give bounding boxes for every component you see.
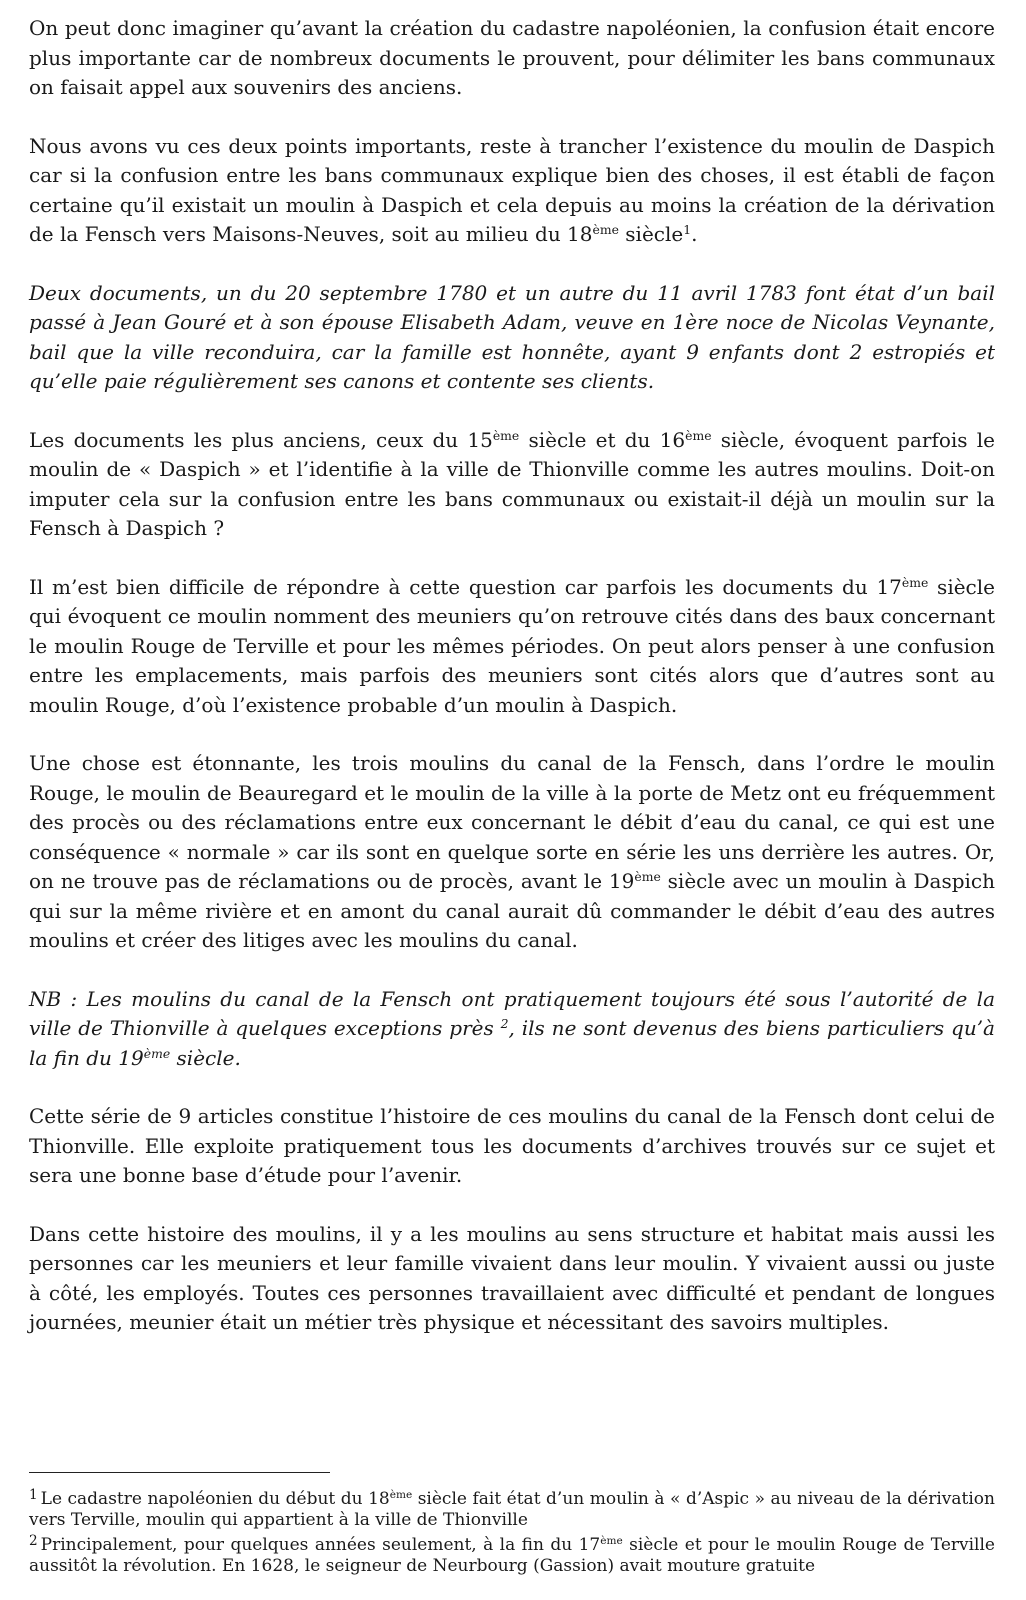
text-run: Les documents les plus anciens, ceux du 15 <box>29 427 493 452</box>
text-run: siècle qui évoquent ce moulin nomment des meuniers qu’on retrouve cités dans des baux concernant le moulin Rouge de Terville et pour les mêmes périodes. On peut alors penser à une confusion entre les emplacements, mais parfois des meuniers sont cités alors que d’autres sont au moulin Rouge, d’où l’existence probable d’un moulin à Daspich. <box>29 574 995 717</box>
text-run: Cette série de 9 articles constitue l’histoire de ces moulins du canal de la Fensch dont celui de Thionville. Elle exploite pratiquement tous les documents d’archives trouvés sur ce sujet et sera une bonne base d’étude pour l’avenir. <box>29 1104 995 1187</box>
text-run: Deux documents, un du 20 septembre 1780 et un autre du 11 avril 1783 font état d’un bail passé à Jean Gouré et à son épouse Elisabeth Adam, veuve en 1ère noce de Nicolas Veynante, bail que la ville reconduira, car la famille est honnête, ayant 9 enfants dont 2 estropiés et qu’elle paie régulièrement ses canons et contente ses clients. <box>29 280 995 393</box>
text-run: siècle et pour le moulin Rouge de Terville aussitôt la révolution. En 1628, le seigneur de Neurbourg (Gassion) avait mouture gratuite <box>29 1535 995 1576</box>
paragraph <box>29 749 995 956</box>
footnote-number: 2 <box>29 1533 38 1550</box>
superscript: ème <box>600 1535 623 1548</box>
text-run: siècle <box>618 222 684 246</box>
text-run: . <box>691 222 698 246</box>
paragraph <box>29 1220 995 1338</box>
footnote-number: 1 <box>29 1487 38 1504</box>
text-run: Le cadastre napoléonien du début du 18 <box>40 1489 390 1509</box>
superscript: ème <box>143 1045 171 1061</box>
text-run: siècle avec un moulin à Daspich qui sur la même rivière et en amont du canal aurait dû commander le débit d’eau des autres moulins et créer des litiges avec les moulins du canal. <box>29 869 995 952</box>
text-run: Dans cette histoire des moulins, il y a les moulins au sens structure et habitat mais aussi les personnes car les meuniers et leur famille vivaient dans leur moulin. Y vivaient aussi ou juste à côté, les employés. Toutes ces personnes travaillaient avec difficulté et pendant de longues journées, meunier était un métier très physique et nécessitant des savoirs multiples. <box>29 1221 995 1334</box>
paragraph <box>29 279 995 397</box>
document-body <box>29 14 995 1367</box>
paragraph <box>29 426 995 544</box>
text-run: , ils ne sont devenus des biens particuliers qu’à la fin du 19 <box>29 1016 995 1070</box>
superscript: 1 <box>683 222 692 238</box>
superscript: ème <box>592 222 619 238</box>
text-run: On peut donc imaginer qu’avant la création du cadastre napoléonien, la confusion était encore plus importante car de nombreux documents le prouvent, pour délimiter les bans communaux on faisait appel aux souvenirs des anciens. <box>29 16 995 99</box>
paragraph <box>29 1102 995 1191</box>
superscript: 2 <box>500 1016 509 1032</box>
footnotes <box>29 1489 995 1581</box>
paragraph <box>29 14 995 103</box>
text-run: siècle et du 16 <box>519 427 686 452</box>
superscript: ème <box>634 869 661 885</box>
text-run: Nous avons vu ces deux points importants, reste à trancher l’existence du moulin de Daspich car si la confusion entre les bans communaux explique bien des choses, il est établi de façon certaine qu’il existait un moulin à Daspich et cela depuis au moins la création de la dérivation de la Fensch vers Maisons-Neuves, soit au milieu du 18 <box>29 133 995 246</box>
superscript: ème <box>901 574 929 590</box>
paragraph <box>29 985 995 1074</box>
text-run: Principalement, pour quelques années seulement, à la fin du 17 <box>40 1535 601 1555</box>
superscript: ème <box>685 427 712 443</box>
paragraph <box>29 132 995 250</box>
text-run: Une chose est étonnante, les trois moulins du canal de la Fensch, dans l’ordre le moulin Rouge, le moulin de Beauregard et le moulin de la ville à la porte de Metz ont eu fréquemment des procès ou des réclamations entre eux concernant le débit d’eau du canal, ce qui est une conséquence « normale » car ils sont en quelque sorte en série les uns derrière les autres. Or, on ne trouve pas de réclamations ou de procès, avant le 19 <box>29 751 995 893</box>
text-run: siècle fait état d’un moulin à « d’Aspic » au niveau de la dérivation vers Terville, moulin qui appartient à la ville de Thionville <box>29 1489 995 1530</box>
text-run: siècle. <box>170 1045 241 1070</box>
paragraph <box>29 573 995 721</box>
footnote-separator <box>29 1472 330 1473</box>
text-run: Il m’est bien difficile de répondre à cette question car parfois les documents du 17 <box>29 574 902 599</box>
footnote <box>29 1535 995 1577</box>
footnote <box>29 1489 995 1531</box>
text-run: siècle, évoquent parfois le moulin de « Daspich » et l’identifie à la ville de Thionville comme les autres moulins. Doit-on imputer cela sur la confusion entre les bans communaux ou existait-il déjà un moulin sur la Fensch à Daspich ? <box>29 427 995 540</box>
superscript: ème <box>389 1489 413 1502</box>
superscript: ème <box>492 427 520 443</box>
text-run: NB : Les moulins du canal de la Fensch ont pratiquement toujours été sous l’autorité de la ville de Thionville à quelques exceptions près <box>29 986 995 1040</box>
